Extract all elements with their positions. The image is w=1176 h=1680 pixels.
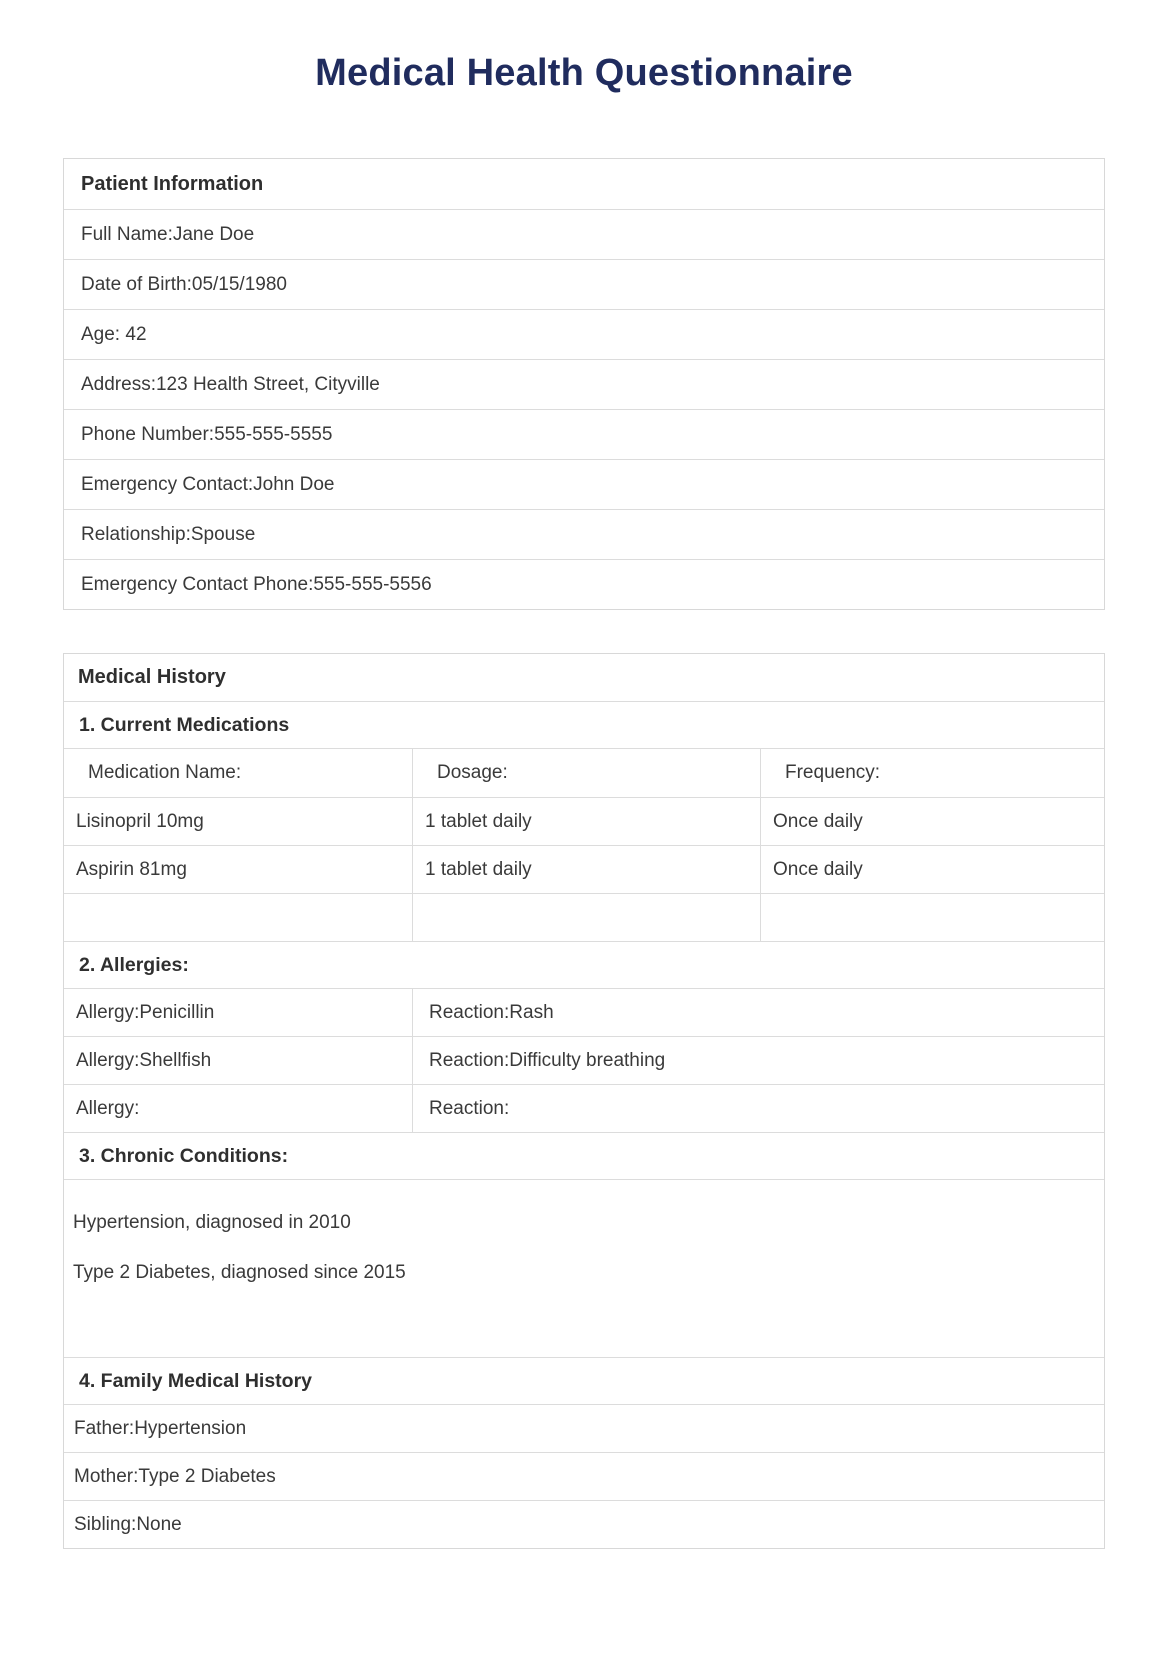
patient-information-header-label: Patient Information xyxy=(81,172,264,195)
full-name-label: Full Name: xyxy=(81,223,173,245)
emergency-contact-phone-label: Emergency Contact Phone: xyxy=(81,573,314,595)
patient-row-date-of-birth xyxy=(64,259,1104,309)
patient-row-relationship xyxy=(64,509,1104,559)
allergy-row xyxy=(64,988,1104,1036)
allergies-header xyxy=(64,941,1104,988)
patient-row-emergency-contact xyxy=(64,459,1104,509)
reaction-label: Reaction: xyxy=(429,1001,510,1023)
column-header-frequency: Frequency: xyxy=(760,749,1104,797)
patient-row-address xyxy=(64,359,1104,409)
column-header-medication-name: Medication Name: xyxy=(88,762,242,783)
current-medications-header xyxy=(64,701,1104,748)
allergy-cell xyxy=(64,1085,412,1132)
reaction-cell xyxy=(412,1085,1104,1132)
family-row-sibling xyxy=(64,1500,1104,1548)
allergy-cell xyxy=(64,989,412,1036)
medication-dosage-cell: 1 tablet daily xyxy=(412,798,760,845)
reaction-cell xyxy=(412,1037,1104,1084)
medication-name-cell: Lisinopril 10mg xyxy=(76,810,204,832)
allergy-row-empty xyxy=(64,1084,1104,1132)
patient-information-section xyxy=(63,158,1105,610)
medical-history-header xyxy=(64,654,1104,701)
address-value: 123 Health Street, Cityville xyxy=(155,373,380,395)
mother-value: Type 2 Diabetes xyxy=(138,1465,276,1487)
reaction-label: Reaction: xyxy=(429,1097,510,1119)
emergency-contact-value: John Doe xyxy=(253,473,335,495)
medication-row-empty xyxy=(64,893,1104,941)
relationship-label: Relationship: xyxy=(81,523,191,545)
family-row-father xyxy=(64,1404,1104,1452)
sibling-value: None xyxy=(136,1513,182,1535)
emergency-contact-label: Emergency Contact: xyxy=(81,473,254,495)
address-label: Address: xyxy=(81,373,156,395)
allergy-row xyxy=(64,1036,1104,1084)
medical-history-section xyxy=(63,653,1105,1549)
chronic-conditions-header-label: 3. Chronic Conditions: xyxy=(79,1144,289,1167)
mother-label: Mother: xyxy=(74,1465,139,1487)
medication-frequency-cell xyxy=(760,894,1104,941)
patient-information-header xyxy=(64,159,1104,209)
chronic-conditions-header xyxy=(64,1132,1104,1179)
date-of-birth-value: 05/15/1980 xyxy=(191,273,287,295)
phone-number-label: Phone Number: xyxy=(81,423,215,445)
allergy-value: Penicillin xyxy=(139,1001,215,1023)
page-title: Medical Health Questionnaire xyxy=(315,52,853,94)
patient-row-full-name xyxy=(64,209,1104,259)
phone-number-value: 555-555-5555 xyxy=(214,423,333,445)
age-label: Age: xyxy=(81,323,126,345)
patient-row-phone-number xyxy=(64,409,1104,459)
relationship-value: Spouse xyxy=(190,523,256,545)
reaction-cell xyxy=(412,989,1104,1036)
medication-name-cell xyxy=(64,894,412,941)
medication-dosage-cell xyxy=(412,894,760,941)
medication-row xyxy=(64,845,1104,893)
date-of-birth-label: Date of Birth: xyxy=(81,273,192,295)
medication-name-cell: Aspirin 81mg xyxy=(76,858,187,880)
chronic-conditions-text xyxy=(64,1179,1104,1357)
chronic-condition-line: Hypertension, diagnosed in 2010 xyxy=(73,1212,351,1233)
allergy-value: Shellfish xyxy=(139,1049,212,1071)
allergies-header-label: 2. Allergies: xyxy=(79,953,189,976)
reaction-label: Reaction: xyxy=(429,1049,510,1071)
medication-dosage-cell: 1 tablet daily xyxy=(412,846,760,893)
family-medical-history-header-label: 4. Family Medical History xyxy=(79,1369,313,1392)
medication-frequency-cell: Once daily xyxy=(760,798,1104,845)
allergy-label: Allergy: xyxy=(76,1001,140,1023)
allergy-label: Allergy: xyxy=(76,1097,140,1119)
medical-history-header-label: Medical History xyxy=(78,666,226,688)
sibling-label: Sibling: xyxy=(74,1513,137,1535)
medication-row xyxy=(64,797,1104,845)
age-value: 42 xyxy=(125,323,147,345)
emergency-contact-phone-value: 555-555-5556 xyxy=(313,573,432,595)
allergy-cell xyxy=(64,1037,412,1084)
father-label: Father: xyxy=(74,1417,135,1439)
patient-row-emergency-contact-phone xyxy=(64,559,1104,609)
medications-table xyxy=(64,748,1104,941)
allergy-label: Allergy: xyxy=(76,1049,140,1071)
medications-column-header-row xyxy=(64,748,1104,797)
column-header-dosage: Dosage: xyxy=(412,749,760,797)
family-medical-history-header xyxy=(64,1357,1104,1404)
current-medications-header-label: 1. Current Medications xyxy=(79,713,290,736)
reaction-value: Rash xyxy=(509,1001,554,1023)
family-row-mother xyxy=(64,1452,1104,1500)
father-value: Hypertension xyxy=(134,1417,247,1439)
chronic-condition-line: Type 2 Diabetes, diagnosed since 2015 xyxy=(73,1262,406,1283)
allergies-table xyxy=(64,988,1104,1132)
medication-frequency-cell: Once daily xyxy=(760,846,1104,893)
full-name-value: Jane Doe xyxy=(172,223,255,245)
patient-row-age xyxy=(64,309,1104,359)
reaction-value: Difficulty breathing xyxy=(509,1049,666,1071)
